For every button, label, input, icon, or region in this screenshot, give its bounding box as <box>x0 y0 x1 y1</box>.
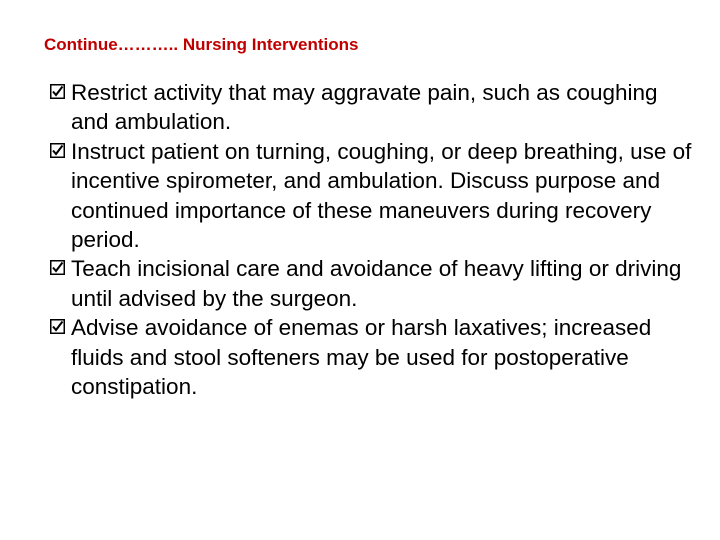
bullet-text: Teach incisional care and avoidance of heavy lifting or driving until advised by the surgeon. <box>71 256 682 311</box>
bullet-list <box>48 78 698 401</box>
bullet-item <box>48 313 698 401</box>
slide-title: Continue……….. Nursing Interventions <box>44 35 359 54</box>
bullet-item <box>48 137 698 255</box>
checked-box-icon <box>50 319 65 334</box>
checked-box-icon <box>50 260 65 275</box>
bullet-item <box>48 254 698 313</box>
bullet-text: Instruct patient on turning, coughing, or deep breathing, use of incentive spirometer, and ambulation. Discuss purpose and continued importance of these maneuvers during recovery period. <box>71 138 692 253</box>
bullet-text: Advise avoidance of enemas or harsh laxatives; increased fluids and stool softeners may be used for postoperative constipation. <box>71 315 652 400</box>
bullet-item <box>48 78 698 137</box>
checked-box-icon <box>50 84 65 99</box>
checked-box-icon <box>50 143 65 158</box>
bullet-text: Restrict activity that may aggravate pain, such as coughing and ambulation. <box>71 80 658 135</box>
